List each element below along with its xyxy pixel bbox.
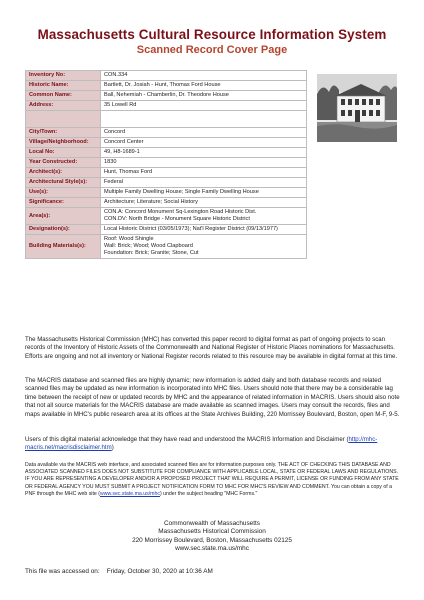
record-label: Local No: <box>26 148 101 158</box>
record-row <box>26 91 307 101</box>
database-paragraph: The MACRIS database and scanned files are highly dynamic; new information is added daily and both database records and related scanned files may be updated as new information is incorporated into MHC files. Users should note that there may be a considerable lag time between the receipt of new or updated records by MHC and the appearance of related information in MACRIS. Users should also note that not all source materials for the MACRIS database are made available as scanned images. Users may consult the records, files and maps available in MHC's public research area at its offices at the State Archives Building, 220 Morrissey Boulevard, Boston, open M-F, 9-5. <box>25 377 400 418</box>
disclaimer-text: Users of this digital material acknowledge that they have read and understood the MACRIS Information and Disclaimer <box>25 436 347 443</box>
record-value: 35 Lowell Rd <box>101 101 307 111</box>
legal-text: Data available via the MACRIS web interface, and associated scanned files are for information purposes only. THE ACT OF CHECKING THIS DATABASE AND ASSOCIATED SCANNED FILES DOES NOT SUBSTITUTE FOR COMPLIANCE WITH APPLICABLE LOCAL, STATE OR FEDERAL LAWS AND REGULATIONS. IF YOU ARE REPRESENTING A DEVELOPER AND/OR A PROPOSED PROJECT THAT WILL REQUIRE A PERMIT, LICENSE OR FUNDING FROM ANY STATE OR FEDERAL AGENCY YOU MUST SUBMIT A PROJECT NOTIFICATION FORM TO MHC FOR MHC'S REVIEW AND COMMENT. You can obtain a copy of a PNF through the MHC web site <box>25 462 399 497</box>
record-label: Designation(s): <box>26 225 101 235</box>
footer-line: Commonwealth of Massachusetts <box>164 520 260 527</box>
spacer-row <box>26 111 307 128</box>
record-value: Concord Center <box>101 138 307 148</box>
disclaimer-link[interactable]: http://mhc-macris.net/macrisdisclaimer.htm <box>25 436 378 452</box>
legal-text-end: under the subject heading "MHC Forms." <box>161 490 258 497</box>
access-timestamp <box>25 568 213 575</box>
record-value: Roof: Wood Shingle Wall: Brick; Wood; Wood Clapboard Foundation: Brick; Granite; Stone, Cut <box>101 235 307 259</box>
record-table-container <box>25 70 307 259</box>
record-label: Significance: <box>26 198 101 208</box>
record-label: Use(s): <box>26 188 101 198</box>
record-value: Local Historic District (03/05/1973); Nat'l Register District (09/13/1977) <box>101 225 307 235</box>
record-label: Inventory No: <box>26 71 101 81</box>
record-value: Ball, Nehemiah - Chamberlin, Dr. Theodore House <box>101 91 307 101</box>
record-row <box>26 188 307 198</box>
record-row <box>26 168 307 178</box>
record-label: Area(s): <box>26 208 101 225</box>
record-row <box>26 148 307 158</box>
record-row <box>26 178 307 188</box>
record-label: City/Town: <box>26 128 101 138</box>
record-row <box>26 138 307 148</box>
record-value: Multiple Family Dwelling House; Single Family Dwelling House <box>101 188 307 198</box>
record-row <box>26 81 307 91</box>
record-label: Year Constructed: <box>26 158 101 168</box>
footer-address <box>0 520 424 554</box>
footer-line: 220 Morrissey Boulevard, Boston, Massachusetts 02125 <box>132 536 292 544</box>
record-value: Federal <box>101 178 307 188</box>
access-label: This file was accessed on: <box>25 568 100 575</box>
record-value: 49, H8-1689-1 <box>101 148 307 158</box>
footer-line: Massachusetts Historical Commission <box>158 528 266 536</box>
disclaimer-paragraph: Users of this digital material acknowledge that they have read and understood the MACRIS Information and Disclaimer (http://mhc-macris.net/macrisdisclaimer.htm) <box>25 436 378 452</box>
record-label: Address: <box>26 101 101 111</box>
record-label: Village/Neighborhood: <box>26 138 101 148</box>
record-row <box>26 225 307 235</box>
record-label: Architect(s): <box>26 168 101 178</box>
record-row <box>26 71 307 81</box>
record-row <box>26 208 307 225</box>
record-label: Common Name: <box>26 91 101 101</box>
record-label: Building Materials(s): <box>26 235 101 259</box>
record-value: CON.334 <box>101 71 307 81</box>
record-label: Historic Name: <box>26 81 101 91</box>
record-value: Bartlett, Dr. Josiah - Hunt, Thomas Ford House <box>101 81 307 91</box>
record-row <box>26 128 307 138</box>
record-value: Concord <box>101 128 307 138</box>
record-value: CON.A: Concord Monument Sq-Lexington Road Historic Dist. CON.DV: North Bridge - Monument Square Historic District <box>101 208 307 225</box>
mhc-website-link[interactable]: www.sec.state.ma.us/mhc <box>99 490 160 497</box>
intro-paragraph: The Massachusetts Historical Commission (MHC) has converted this paper record to digital format as part of ongoing projects to scan records of the Inventory of Historic Assets of the Commonwealth and National Register of Historic Places nominations for Massachusetts. Efforts are ongoing and not all inventory or National Register records related to this resource may be available in digital format at this time. <box>25 336 398 360</box>
record-row <box>26 235 307 259</box>
access-value: Friday, October 30, 2020 at 10:36 AM <box>106 568 213 575</box>
record-row <box>26 158 307 168</box>
record-row <box>26 101 307 111</box>
record-label: Architectural Style(s): <box>26 178 101 188</box>
record-value: Hunt, Thomas Ford <box>101 168 307 178</box>
record-value: Architecture; Literature; Social History <box>101 198 307 208</box>
footer-line: www.sec.state.ma.us/mhc <box>175 545 249 553</box>
building-photo <box>317 74 397 142</box>
record-value: 1830 <box>101 158 307 168</box>
legal-notice: Data available via the MACRIS web interface, and associated scanned files are for information purposes only. THE ACT OF CHECKING THIS DATABASE AND ASSOCIATED SCANNED FILES DOES NOT SUBSTITUTE FOR COMPLIANCE WITH APPLICABLE LOCAL, STATE OR FEDERAL LAWS AND REGULATIONS. IF YOU ARE REPRESENTING A DEVELOPER AND/OR A PROPOSED PROJECT THAT WILL REQUIRE A PERMIT, LICENSE OR FUNDING FROM ANY STATE OR FEDERAL AGENCY YOU MUST SUBMIT A PROJECT NOTIFICATION FORM TO MHC FOR MHC'S REVIEW AND COMMENT. You can obtain a copy of a PNF through the MHC web site (www.sec.state.ma.us/mhc) under the subject heading "MHC Forms." <box>25 462 399 497</box>
record-row <box>26 198 307 208</box>
page-title: Massachusetts Cultural Resource Information System <box>37 27 387 42</box>
page-subtitle: Scanned Record Cover Page <box>136 44 288 56</box>
record-table <box>25 70 307 259</box>
